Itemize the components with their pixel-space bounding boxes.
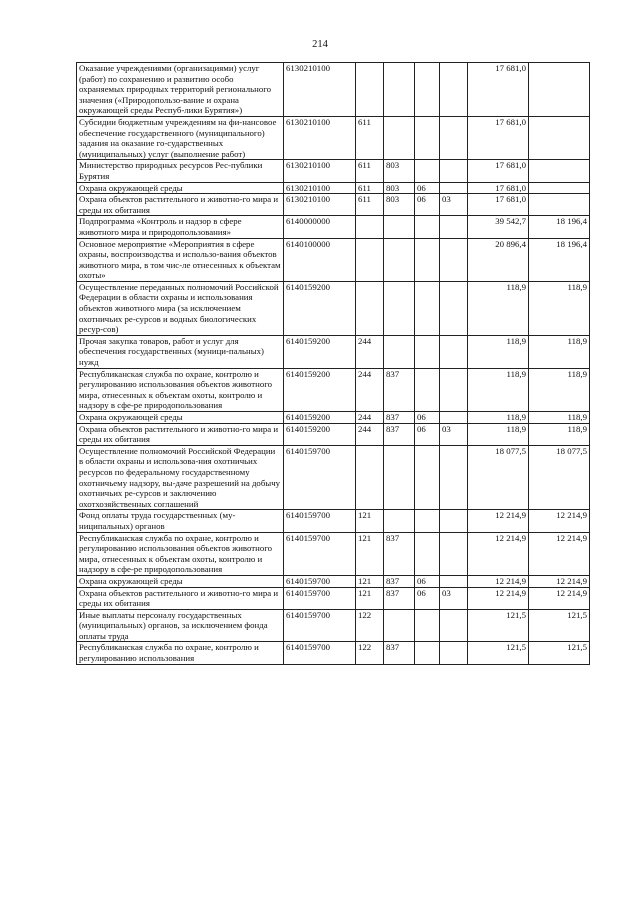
target-code-cell: 6140159700 <box>284 642 356 664</box>
table-row <box>77 194 590 216</box>
section-code-cell: 06 <box>415 587 440 609</box>
section-code-cell <box>415 238 440 281</box>
row-name-cell: Охрана окружающей среды <box>77 182 284 194</box>
department-code-cell <box>384 281 415 335</box>
table-row <box>77 642 590 664</box>
department-code-cell: 837 <box>384 412 415 424</box>
expense-type-cell <box>356 63 384 117</box>
amount-federal-cell <box>529 63 590 117</box>
subsection-code-cell <box>440 335 468 368</box>
expense-type-cell: 611 <box>356 160 384 182</box>
department-code-cell: 837 <box>384 532 415 575</box>
target-code-cell: 6140000000 <box>284 216 356 238</box>
subsection-code-cell <box>440 510 468 532</box>
subsection-code-cell <box>440 609 468 642</box>
row-name-cell: Подпрограмма «Контроль и надзор в сфере животного мира и природопользования» <box>77 216 284 238</box>
row-name-cell: Прочая закупка товаров, работ и услуг для обеспечения государственных (муници-пальных) нужд <box>77 335 284 368</box>
amount-total-cell: 17 681,0 <box>468 63 529 117</box>
amount-federal-cell: 18 196,4 <box>529 216 590 238</box>
section-code-cell <box>415 160 440 182</box>
expense-type-cell: 244 <box>356 423 384 445</box>
amount-total-cell: 118,9 <box>468 423 529 445</box>
expense-type-cell <box>356 238 384 281</box>
subsection-code-cell <box>440 532 468 575</box>
subsection-code-cell <box>440 116 468 159</box>
amount-federal-cell: 12 214,9 <box>529 575 590 587</box>
department-code-cell <box>384 116 415 159</box>
section-code-cell <box>415 281 440 335</box>
section-code-cell <box>415 609 440 642</box>
department-code-cell: 803 <box>384 160 415 182</box>
row-name-cell: Иные выплаты персоналу государственных (муниципальных) органов, за исключением фонда оплаты труда <box>77 609 284 642</box>
amount-federal-cell: 121,5 <box>529 642 590 664</box>
row-name-cell: Охрана объектов растительного и животно-го мира и среды их обитания <box>77 423 284 445</box>
section-code-cell <box>415 445 440 510</box>
row-name-cell: Субсидии бюджетным учреждениям на фи-нансовое обеспечение государственного (муниципального) задания на оказание го-сударственных (муниципальных) услуг (выполнение работ) <box>77 116 284 159</box>
expense-type-cell: 121 <box>356 575 384 587</box>
department-code-cell <box>384 63 415 117</box>
department-code-cell <box>384 238 415 281</box>
target-code-cell: 6140159700 <box>284 575 356 587</box>
target-code-cell: 6140159200 <box>284 368 356 411</box>
subsection-code-cell: 03 <box>440 423 468 445</box>
department-code-cell: 803 <box>384 194 415 216</box>
section-code-cell <box>415 335 440 368</box>
amount-federal-cell: 118,9 <box>529 281 590 335</box>
amount-federal-cell: 18 077,5 <box>529 445 590 510</box>
target-code-cell: 6140159200 <box>284 335 356 368</box>
section-code-cell <box>415 642 440 664</box>
section-code-cell <box>415 368 440 411</box>
amount-total-cell: 12 214,9 <box>468 575 529 587</box>
table-row <box>77 532 590 575</box>
table-row <box>77 368 590 411</box>
amount-federal-cell <box>529 160 590 182</box>
table-row <box>77 182 590 194</box>
row-name-cell: Основное мероприятие «Мероприятия в сфере охраны, воспроизводства и использо-вания объектов животного мира, в том чис-ле отнесенных к объектам охоты» <box>77 238 284 281</box>
department-code-cell: 837 <box>384 423 415 445</box>
department-code-cell <box>384 216 415 238</box>
target-code-cell: 6140159700 <box>284 510 356 532</box>
amount-total-cell: 12 214,9 <box>468 587 529 609</box>
table-row <box>77 160 590 182</box>
row-name-cell: Охрана окружающей среды <box>77 412 284 424</box>
table-row <box>77 412 590 424</box>
subsection-code-cell <box>440 642 468 664</box>
department-code-cell: 837 <box>384 575 415 587</box>
amount-federal-cell <box>529 116 590 159</box>
amount-total-cell: 121,5 <box>468 609 529 642</box>
amount-total-cell: 39 542,7 <box>468 216 529 238</box>
expense-type-cell <box>356 281 384 335</box>
amount-federal-cell: 118,9 <box>529 335 590 368</box>
target-code-cell: 6130210100 <box>284 160 356 182</box>
amount-total-cell: 118,9 <box>468 281 529 335</box>
target-code-cell: 6140159700 <box>284 532 356 575</box>
subsection-code-cell: 03 <box>440 194 468 216</box>
amount-total-cell: 17 681,0 <box>468 160 529 182</box>
department-code-cell <box>384 335 415 368</box>
subsection-code-cell <box>440 368 468 411</box>
target-code-cell: 6140159700 <box>284 445 356 510</box>
target-code-cell: 6140159700 <box>284 609 356 642</box>
department-code-cell: 837 <box>384 368 415 411</box>
amount-total-cell: 118,9 <box>468 412 529 424</box>
section-code-cell: 06 <box>415 412 440 424</box>
expense-type-cell: 121 <box>356 587 384 609</box>
amount-federal-cell: 118,9 <box>529 412 590 424</box>
budget-table <box>76 62 590 665</box>
target-code-cell: 6140159200 <box>284 423 356 445</box>
amount-federal-cell <box>529 182 590 194</box>
section-code-cell <box>415 532 440 575</box>
expense-type-cell: 611 <box>356 116 384 159</box>
subsection-code-cell <box>440 238 468 281</box>
expense-type-cell: 121 <box>356 510 384 532</box>
target-code-cell: 6130210100 <box>284 194 356 216</box>
section-code-cell: 06 <box>415 182 440 194</box>
expense-type-cell: 611 <box>356 182 384 194</box>
amount-total-cell: 20 896,4 <box>468 238 529 281</box>
department-code-cell <box>384 510 415 532</box>
target-code-cell: 6140159700 <box>284 587 356 609</box>
department-code-cell: 803 <box>384 182 415 194</box>
section-code-cell: 06 <box>415 423 440 445</box>
amount-federal-cell: 118,9 <box>529 368 590 411</box>
page-number: 214 <box>312 39 328 50</box>
amount-total-cell: 121,5 <box>468 642 529 664</box>
subsection-code-cell <box>440 160 468 182</box>
row-name-cell: Республиканская служба по охране, контролю и регулированию использования объектов животного мира, отнесенных к объектам охоты, контролю и надзору в сфе-ре природопользования <box>77 368 284 411</box>
expense-type-cell <box>356 216 384 238</box>
amount-total-cell: 17 681,0 <box>468 194 529 216</box>
table-row <box>77 445 590 510</box>
amount-total-cell: 12 214,9 <box>468 532 529 575</box>
row-name-cell: Осуществление переданных полномочий Российской Федерации в области охраны и использования объектов животного мира (за исключением охотничьих ре-сурсов и водных биологических ресур-сов) <box>77 281 284 335</box>
table-row <box>77 423 590 445</box>
row-name-cell: Оказание учреждениями (организациями) услуг (работ) по сохранению и развитию особо охраняемых природных территорий регионального значения («Природопользо-вание и охрана окружающей среды Респуб-лики Бурятия») <box>77 63 284 117</box>
amount-federal-cell: 12 214,9 <box>529 587 590 609</box>
subsection-code-cell <box>440 182 468 194</box>
amount-total-cell: 12 214,9 <box>468 510 529 532</box>
amount-total-cell: 17 681,0 <box>468 182 529 194</box>
section-code-cell: 06 <box>415 575 440 587</box>
amount-federal-cell: 12 214,9 <box>529 532 590 575</box>
section-code-cell <box>415 510 440 532</box>
department-code-cell: 837 <box>384 587 415 609</box>
amount-total-cell: 118,9 <box>468 335 529 368</box>
table-row <box>77 335 590 368</box>
section-code-cell <box>415 216 440 238</box>
subsection-code-cell <box>440 216 468 238</box>
target-code-cell: 6140159200 <box>284 281 356 335</box>
amount-federal-cell: 121,5 <box>529 609 590 642</box>
amount-total-cell: 118,9 <box>468 368 529 411</box>
amount-total-cell: 17 681,0 <box>468 116 529 159</box>
table-row <box>77 587 590 609</box>
section-code-cell: 06 <box>415 194 440 216</box>
expense-type-cell: 244 <box>356 368 384 411</box>
table-row <box>77 63 590 117</box>
expense-type-cell <box>356 445 384 510</box>
table-row <box>77 116 590 159</box>
amount-federal-cell: 18 196,4 <box>529 238 590 281</box>
amount-federal-cell <box>529 194 590 216</box>
table-body <box>77 63 590 665</box>
target-code-cell: 6140100000 <box>284 238 356 281</box>
row-name-cell: Осуществление полномочий Российской Федерации в области охраны и использова-ния охотничьих ресурсов по федеральному государственному охотничьему надзору, вы-даче разрешений на добычу охотничьих ре-сурсов и заключению охотхозяйственных соглашений <box>77 445 284 510</box>
table-row <box>77 609 590 642</box>
department-code-cell <box>384 609 415 642</box>
section-code-cell <box>415 63 440 117</box>
amount-federal-cell: 12 214,9 <box>529 510 590 532</box>
section-code-cell <box>415 116 440 159</box>
target-code-cell: 6130210100 <box>284 63 356 117</box>
expense-type-cell: 244 <box>356 412 384 424</box>
expense-type-cell: 122 <box>356 642 384 664</box>
row-name-cell: Охрана объектов растительного и животно-го мира и среды их обитания <box>77 587 284 609</box>
target-code-cell: 6140159200 <box>284 412 356 424</box>
expense-type-cell: 244 <box>356 335 384 368</box>
subsection-code-cell <box>440 575 468 587</box>
amount-total-cell: 18 077,5 <box>468 445 529 510</box>
row-name-cell: Республиканская служба по охране, контролю и регулированию использования объектов животного мира, отнесенных к объектам охоты, контролю и надзору в сфе-ре природопользования <box>77 532 284 575</box>
table-row <box>77 575 590 587</box>
target-code-cell: 6130210100 <box>284 182 356 194</box>
department-code-cell: 837 <box>384 642 415 664</box>
subsection-code-cell <box>440 412 468 424</box>
row-name-cell: Министерство природных ресурсов Рес-публики Бурятия <box>77 160 284 182</box>
row-name-cell: Охрана объектов растительного и животно-го мира и среды их обитания <box>77 194 284 216</box>
row-name-cell: Фонд оплаты труда государственных (му-ниципальных) органов <box>77 510 284 532</box>
subsection-code-cell <box>440 63 468 117</box>
table-row <box>77 238 590 281</box>
table-row <box>77 216 590 238</box>
row-name-cell: Охрана окружающей среды <box>77 575 284 587</box>
expense-type-cell: 611 <box>356 194 384 216</box>
table-row <box>77 281 590 335</box>
row-name-cell: Республиканская служба по охране, контролю и регулированию использования <box>77 642 284 664</box>
target-code-cell: 6130210100 <box>284 116 356 159</box>
subsection-code-cell: 03 <box>440 587 468 609</box>
amount-federal-cell: 118,9 <box>529 423 590 445</box>
subsection-code-cell <box>440 445 468 510</box>
department-code-cell <box>384 445 415 510</box>
expense-type-cell: 122 <box>356 609 384 642</box>
expense-type-cell: 121 <box>356 532 384 575</box>
table-row <box>77 510 590 532</box>
subsection-code-cell <box>440 281 468 335</box>
